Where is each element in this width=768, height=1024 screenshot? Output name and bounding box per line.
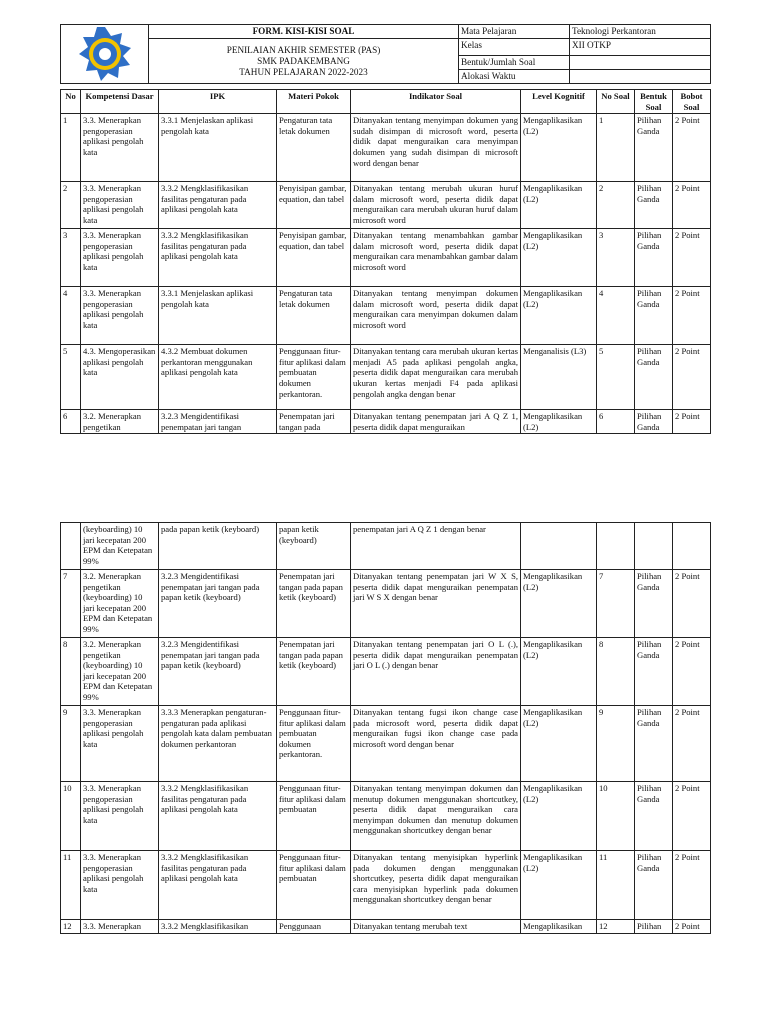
weight-cell: 2 Point <box>673 920 711 934</box>
field-label: Alokasi Waktu <box>459 70 570 84</box>
question-type-cell: Pilihan Ganda <box>635 706 673 782</box>
materi-cell: Penyisipan gambar, equation, dan tabel <box>277 182 351 229</box>
table-row <box>61 782 711 851</box>
indikator-cell: penempatan jari A Q Z 1 dengan benar <box>351 523 521 570</box>
school-logo-icon <box>77 26 133 82</box>
competency-cell: 4.3. Mengoperasikan aplikasi pengolah kata <box>81 345 159 410</box>
weight-cell: 2 Point <box>673 570 711 638</box>
ipk-cell: 3.3.2 Mengklasifikasikan fasilitas pengaturan pada aplikasi pengolah kata <box>159 782 277 851</box>
question-type-cell: Pilihan Ganda <box>635 570 673 638</box>
table-row <box>61 851 711 920</box>
col-header-kd: Kompetensi Dasar <box>81 90 159 114</box>
exam-info <box>149 39 459 84</box>
ipk-cell: 3.3.1 Menjelaskan aplikasi pengolah kata <box>159 114 277 182</box>
kisi-kisi-table-page-1 <box>60 89 711 434</box>
level-cell: Mengaplikasikan (L2) <box>521 114 597 182</box>
materi-cell: Penempatan jari tangan pada papan ketik (keyboard) <box>277 638 351 706</box>
table-row <box>61 182 711 229</box>
kisi-kisi-table-page-2 <box>60 522 711 934</box>
weight-cell: 2 Point <box>673 782 711 851</box>
ipk-cell: 3.2.3 Mengidentifikasi penempatan jari tangan pada papan ketik (keyboard) <box>159 638 277 706</box>
level-cell <box>521 523 597 570</box>
competency-cell: 3.3. Menerapkan pengoperasian aplikasi pengolah kata <box>81 114 159 182</box>
weight-cell <box>673 523 711 570</box>
col-header-ipk: IPK <box>159 90 277 114</box>
col-header-nosoal: No Soal <box>597 90 635 114</box>
ipk-cell: 3.3.2 Mengklasifikasikan fasilitas pengaturan pada aplikasi pengolah kata <box>159 229 277 287</box>
table-body-page-2 <box>61 523 711 934</box>
row-no: 9 <box>61 706 81 782</box>
row-no: 8 <box>61 638 81 706</box>
row-no: 2 <box>61 182 81 229</box>
materi-cell: Penggunaan fitur-fitur aplikasi dalam pembuatan <box>277 782 351 851</box>
weight-cell: 2 Point <box>673 706 711 782</box>
competency-cell: 3.2. Menerapkan pengetikan (keyboarding) 10 jari kecepatan 200 EPM dan Ketepatan 99% <box>81 570 159 638</box>
weight-cell: 2 Point <box>673 229 711 287</box>
weight-cell: 2 Point <box>673 114 711 182</box>
materi-cell: Penempatan jari tangan pada papan ketik (keyboard) <box>277 570 351 638</box>
materi-cell: Penempatan jari tangan pada <box>277 410 351 434</box>
weight-cell: 2 Point <box>673 287 711 345</box>
weight-cell: 2 Point <box>673 345 711 410</box>
level-cell: Mengaplikasikan <box>521 920 597 934</box>
ipk-cell: 3.3.2 Mengklasifikasikan fasilitas pengaturan pada aplikasi pengolah kata <box>159 182 277 229</box>
question-type-cell: Pilihan Ganda <box>635 851 673 920</box>
field-value <box>570 56 711 70</box>
table-row <box>61 706 711 782</box>
exam-line: SMK PADAKEMBANG <box>257 55 350 66</box>
question-number-cell: 4 <box>597 287 635 345</box>
question-number-cell: 2 <box>597 182 635 229</box>
field-label: Kelas <box>459 39 570 56</box>
question-number-cell <box>597 523 635 570</box>
col-header-materi: Materi Pokok <box>277 90 351 114</box>
question-type-cell: Pilihan Ganda <box>635 287 673 345</box>
question-type-cell: Pilihan <box>635 920 673 934</box>
level-cell: Mengaplikasikan (L2) <box>521 229 597 287</box>
exam-header-table <box>60 24 711 84</box>
table-row <box>61 229 711 287</box>
question-type-cell: Pilihan Ganda <box>635 229 673 287</box>
row-no: 12 <box>61 920 81 934</box>
row-no: 5 <box>61 345 81 410</box>
competency-cell: 3.3. Menerapkan pengoperasian aplikasi pengolah kata <box>81 851 159 920</box>
question-number-cell: 10 <box>597 782 635 851</box>
row-no: 11 <box>61 851 81 920</box>
question-type-cell <box>635 523 673 570</box>
question-type-cell: Pilihan Ganda <box>635 638 673 706</box>
row-no: 4 <box>61 287 81 345</box>
competency-cell: 3.3. Menerapkan pengoperasian aplikasi pengolah kata <box>81 229 159 287</box>
question-number-cell: 9 <box>597 706 635 782</box>
ipk-cell: 3.2.3 Mengidentifikasi penempatan jari tangan <box>159 410 277 434</box>
col-header-bobot: Bobot Soal <box>673 90 711 114</box>
question-type-cell: Pilihan Ganda <box>635 345 673 410</box>
question-type-cell: Pilihan Ganda <box>635 782 673 851</box>
exam-line: TAHUN PELAJARAN 2022-2023 <box>239 66 368 77</box>
indikator-cell: Ditanyakan tentang menyimpan dokumen dan menutup dokumen menggunakan shortcutkey, peserta didik dapat menguraikan cara menyimpan dokumen dan menutup dokumen menggunakan shortcutkey dengan benar <box>351 782 521 851</box>
level-cell: Mengaplikasikan (L2) <box>521 638 597 706</box>
weight-cell: 2 Point <box>673 182 711 229</box>
materi-cell: Pengaturan tata letak dokumen <box>277 287 351 345</box>
indikator-cell: Ditanyakan tentang fugsi ikon change case pada microsoft word, peserta didik dapat menguraikan fugsi ikon change case pada microsoft word dengan benar <box>351 706 521 782</box>
ipk-cell: 3.3.2 Mengklasifikasikan fasilitas pengaturan pada aplikasi pengolah kata <box>159 851 277 920</box>
field-value <box>570 70 711 84</box>
school-logo-cell <box>61 25 149 84</box>
indikator-cell: Ditanyakan tentang merubah text <box>351 920 521 934</box>
indikator-cell: Ditanyakan tentang cara merubah ukuran kertas menjadi A5 pada aplikasi pengolah angka, peserta didik dapat menguraikan cara merubah ukuran kertas menjadi F4 pada aplikasi pengolah angka dengan benar <box>351 345 521 410</box>
materi-cell: Penggunaan fitur-fitur aplikasi dalam pembuatan dokumen perkantoran. <box>277 345 351 410</box>
ipk-cell: 3.2.3 Mengidentifikasi penempatan jari tangan pada papan ketik (keyboard) <box>159 570 277 638</box>
level-cell: Mengaplikasikan (L2) <box>521 706 597 782</box>
table-row <box>61 287 711 345</box>
ipk-cell: pada papan ketik (keyboard) <box>159 523 277 570</box>
materi-cell: Pengaturan tata letak dokumen <box>277 114 351 182</box>
level-cell: Mengaplikasikan (L2) <box>521 287 597 345</box>
question-number-cell: 1 <box>597 114 635 182</box>
competency-cell: (keyboarding) 10 jari kecepatan 200 EPM dan Ketepatan 99% <box>81 523 159 570</box>
field-value: Teknologi Perkantoran <box>570 25 711 39</box>
level-cell: Menganalisis (L3) <box>521 345 597 410</box>
competency-cell: 3.2. Menerapkan pengetikan (keyboarding) 10 jari kecepatan 200 EPM dan Ketepatan 99% <box>81 638 159 706</box>
table-row <box>61 345 711 410</box>
indikator-cell: Ditanyakan tentang penempatan jari A Q Z 1, peserta didik dapat menguraikan <box>351 410 521 434</box>
competency-cell: 3.2. Menerapkan pengetikan <box>81 410 159 434</box>
col-header-indikator: Indikator Soal <box>351 90 521 114</box>
competency-cell: 3.3. Menerapkan <box>81 920 159 934</box>
table-row <box>61 638 711 706</box>
row-no: 1 <box>61 114 81 182</box>
materi-cell: Penggunaan <box>277 920 351 934</box>
level-cell: Mengaplikasikan (L2) <box>521 851 597 920</box>
weight-cell: 2 Point <box>673 851 711 920</box>
row-no: 7 <box>61 570 81 638</box>
ipk-cell: 3.3.3 Menerapkan pengaturan-pengaturan pada aplikasi pengolah kata dalam pembuatan dokumen perkantoran <box>159 706 277 782</box>
col-header-bentuk: Bentuk Soal <box>635 90 673 114</box>
field-label: Mata Pelajaran <box>459 25 570 39</box>
materi-cell: papan ketik (keyboard) <box>277 523 351 570</box>
continued-row <box>61 523 711 570</box>
level-cell: Mengaplikasikan (L2) <box>521 570 597 638</box>
weight-cell: 2 Point <box>673 638 711 706</box>
indikator-cell: Ditanyakan tentang menyisipkan hyperlink pada dokumen dengan menggunakan shortcutkey, peserta didik dapat menguraikan cara menyisipkan hyperlink pada dokumen menggunakan shortcutkey dengan benar <box>351 851 521 920</box>
table-row <box>61 570 711 638</box>
indikator-cell: Ditanyakan tentang menyimpan dokumen dalam microsoft word, peserta didik dapat menguraikan cara menyimpan dokumen dalam microsoft word <box>351 287 521 345</box>
question-number-cell: 3 <box>597 229 635 287</box>
table-row <box>61 920 711 934</box>
materi-cell: Penggunaan fitur-fitur aplikasi dalam pembuatan <box>277 851 351 920</box>
question-number-cell: 7 <box>597 570 635 638</box>
question-number-cell: 11 <box>597 851 635 920</box>
ipk-cell: 3.3.1 Menjelaskan aplikasi pengolah kata <box>159 287 277 345</box>
competency-cell: 3.3. Menerapkan pengoperasian aplikasi pengolah kata <box>81 182 159 229</box>
question-number-cell: 6 <box>597 410 635 434</box>
table-row <box>61 114 711 182</box>
question-number-cell: 5 <box>597 345 635 410</box>
ipk-cell: 4.3.2 Membuat dokumen perkantoran menggunakan aplikasi pengolah kata <box>159 345 277 410</box>
question-type-cell: Pilihan Ganda <box>635 114 673 182</box>
question-number-cell: 12 <box>597 920 635 934</box>
competency-cell: 3.3. Menerapkan pengoperasian aplikasi pengolah kata <box>81 287 159 345</box>
row-no <box>61 523 81 570</box>
field-value: XII OTKP <box>570 39 711 56</box>
indikator-cell: Ditanyakan tentang merubah ukuran huruf dalam microsoft word, peserta didik dapat menguraikan cara merubah ukuran huruf dalam microsoft word <box>351 182 521 229</box>
question-number-cell: 8 <box>597 638 635 706</box>
weight-cell: 2 Point <box>673 410 711 434</box>
row-no: 10 <box>61 782 81 851</box>
indikator-cell: Ditanyakan tentang penempatan jari O L (.), peserta didik dapat menguraikan penempatan jari O L (.) dengan benar <box>351 638 521 706</box>
level-cell: Mengaplikasikan (L2) <box>521 782 597 851</box>
indikator-cell: Ditanyakan tentang penempatan jari W X S, peserta didik dapat menguraikan penempatan jari W S X dengan benar <box>351 570 521 638</box>
exam-line: PENILAIAN AKHIR SEMESTER (PAS) <box>226 44 381 55</box>
materi-cell: Penyisipan gambar, equation, dan tabel <box>277 229 351 287</box>
ipk-cell: 3.3.2 Mengklasifikasikan <box>159 920 277 934</box>
competency-cell: 3.3. Menerapkan pengoperasian aplikasi pengolah kata <box>81 706 159 782</box>
col-header-no: No <box>61 90 81 114</box>
row-no: 6 <box>61 410 81 434</box>
indikator-cell: Ditanyakan tentang menambahkan gambar dalam microsoft word, peserta didik dapat menguraikan cara menambahkan gambar dalam microsoft word <box>351 229 521 287</box>
level-cell: Mengaplikasikan (L2) <box>521 410 597 434</box>
field-label: Bentuk/Jumlah Soal <box>459 56 570 70</box>
competency-cell: 3.3. Menerapkan pengoperasian aplikasi pengolah kata <box>81 782 159 851</box>
table-body-page-1 <box>61 114 711 434</box>
materi-cell: Penggunaan fitur-fitur aplikasi dalam pembuatan dokumen perkantoran. <box>277 706 351 782</box>
row-no: 3 <box>61 229 81 287</box>
table-row <box>61 410 711 434</box>
question-type-cell: Pilihan Ganda <box>635 182 673 229</box>
question-type-cell: Pilihan Ganda <box>635 410 673 434</box>
indikator-cell: Ditanyakan tentang menyimpan dokumen yang sudah disimpan di microsoft word, peserta didik dapat menguraikan cara menyimpan dokumen yang sudah disimpan di microsoft word dengan benar <box>351 114 521 182</box>
level-cell: Mengaplikasikan (L2) <box>521 182 597 229</box>
col-header-level: Level Kognitif <box>521 90 597 114</box>
form-title: FORM. KISI-KISI SOAL <box>149 25 459 39</box>
